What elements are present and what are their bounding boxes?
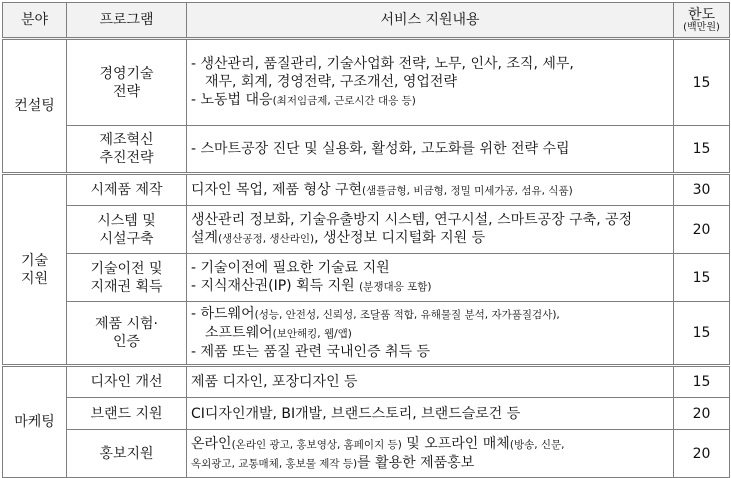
- program-cell: [67, 398, 187, 430]
- description-cell: [187, 174, 674, 206]
- header-field: 분야: [3, 3, 67, 39]
- program-line: 전략: [112, 83, 141, 100]
- header-amount-unit: (백만원): [683, 21, 720, 33]
- program-line: 시제품 제작: [90, 182, 163, 198]
- table-row: [3, 126, 730, 174]
- description-line: 설계(생산공정, 생산라인), 생산정보 디지털화 지원 등: [191, 230, 486, 246]
- description-line: 소프트웨어(보안해킹, 웹/앱): [205, 325, 352, 341]
- description-cell: [187, 430, 674, 478]
- field-cell: [3, 174, 67, 366]
- description-cell: [187, 254, 674, 302]
- amount-cell: 15: [674, 302, 730, 366]
- program-line: 기술이전 및: [90, 260, 163, 277]
- table-row: [3, 254, 730, 302]
- amount-cell: 15: [674, 39, 730, 126]
- amount-cell: 15: [674, 126, 730, 174]
- table-row: [3, 366, 730, 398]
- field-cell: 컨설팅: [3, 39, 67, 174]
- program-cell: [67, 39, 187, 126]
- table-row: [3, 206, 730, 254]
- description-line: - 기술이전에 필요한 기술료 지원: [191, 260, 390, 276]
- description-line: - 하드웨어(성능, 안전성, 신뢰성, 조달품 적합, 유해물질 분석, 자가품질검사),: [191, 306, 560, 322]
- support-table: [2, 2, 730, 478]
- description-cell: [187, 39, 674, 126]
- program-line: 시설구축: [99, 230, 154, 247]
- description-line: - 스마트공장 진단 및 실용화, 활성화, 고도화를 위한 전략 수립: [191, 141, 570, 157]
- program-line: 제품 시험·: [95, 316, 158, 332]
- program-line: 지재권 획득: [90, 278, 163, 295]
- table-row: [3, 398, 730, 430]
- description-cell: [187, 398, 674, 430]
- amount-cell: 20: [674, 398, 730, 430]
- description-line: 재무, 회계, 경영전략, 구조개선, 영업전략: [205, 74, 457, 90]
- program-line: 시스템 및: [97, 212, 156, 229]
- description-line: - 생산관리, 품질관리, 기술사업화 전략, 노무, 인사, 조직, 세무,: [191, 56, 574, 72]
- description-cell: [187, 206, 674, 254]
- description-line: 디자인 목업, 제품 형상 구현(샘플금형, 비금형, 정밀 미세가공, 섬유, 식품): [191, 181, 573, 198]
- description-line: 제품 디자인, 포장디자인 등: [191, 374, 358, 390]
- description-line: - 제품 또는 품질 관련 국내인증 취득 등: [191, 344, 431, 360]
- field-cell: 마케팅: [3, 366, 67, 478]
- table-row: [3, 430, 730, 478]
- header-content: 서비스 지원내용: [187, 3, 674, 39]
- program-line: 인증: [112, 334, 141, 350]
- description-line: CI디자인개발, BI개발, 브랜드스토리, 브랜드슬로건 등: [191, 405, 521, 422]
- description-line: 온라인(온라인 광고, 홍보영상, 홈페이지 등) 및 오프라인 매체(방송, 신문,: [191, 435, 565, 452]
- program-cell: [67, 254, 187, 302]
- table-row: [3, 174, 730, 206]
- program-cell: [67, 302, 187, 366]
- program-cell: [67, 174, 187, 206]
- description-line: - 노동법 대응(최저임금제, 근로시간 대응 등): [191, 92, 416, 108]
- description-cell: [187, 126, 674, 174]
- amount-cell: 15: [674, 366, 730, 398]
- program-line: 제조혁신: [99, 132, 154, 148]
- program-cell: [67, 366, 187, 398]
- description-cell: [187, 366, 674, 398]
- amount-cell: 20: [674, 430, 730, 478]
- header-program: 프로그램: [67, 3, 187, 39]
- program-line: 브랜드 지원: [90, 405, 163, 422]
- program-cell: [67, 126, 187, 174]
- amount-cell: 20: [674, 206, 730, 254]
- header-amount-label: 한도: [687, 6, 716, 23]
- amount-cell: 15: [674, 254, 730, 302]
- description-line: - 지식재산권(IP) 획득 지원 (분쟁대응 포함): [191, 278, 432, 294]
- program-line: 홍보지원: [99, 445, 154, 462]
- field-line: 기술: [20, 252, 49, 269]
- program-cell: [67, 430, 187, 478]
- field-line: 지원: [20, 270, 49, 287]
- program-line: 경영기술: [99, 65, 154, 82]
- header-row: [3, 3, 730, 39]
- header-amount: [674, 3, 730, 39]
- program-cell: [67, 206, 187, 254]
- description-cell: [187, 302, 674, 366]
- table-row: [3, 39, 730, 126]
- program-line: 디자인 개선: [90, 374, 163, 390]
- amount-cell: 30: [674, 174, 730, 206]
- table-row: [3, 302, 730, 366]
- description-line: 생산관리 정보화, 기술유출방지 시스템, 연구시설, 스마트공장 구축, 공정: [191, 212, 633, 228]
- program-line: 추진전략: [99, 150, 154, 166]
- description-line: 옥외광고, 교통매체, 홍보물 제작 등)를 활용한 제품홍보: [191, 454, 475, 471]
